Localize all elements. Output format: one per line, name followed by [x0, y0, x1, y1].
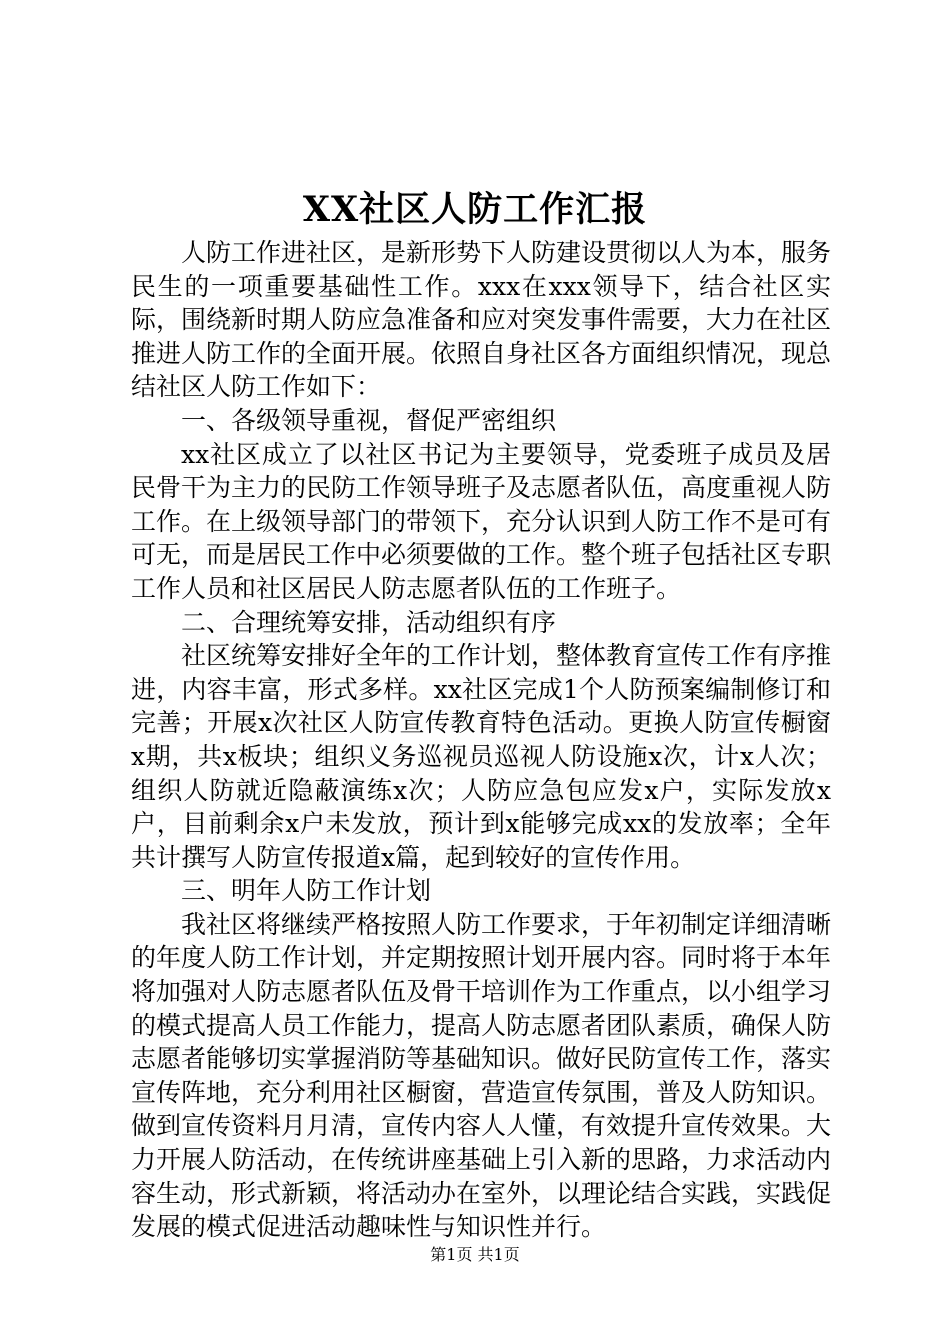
- document-body: [131, 236, 831, 1244]
- section-2-paragraph: 社区统筹安排好全年的工作计划，整体教育宣传工作有序推进，内容丰富，形式多样。xx社区完成1个人防预案编制修订和完善；开展x次社区人防宣传教育特色活动。更换人防宣传橱窗x期，共x板块；组织义务巡视员巡视人防设施x次，计x人次；组织人防就近隐蔽演练x次；人防应急包应发x户，实际发放x户，目前剩余x户未发放，预计到x能够完成xx的发放率；全年共计撰写人防宣传报道x篇，起到较好的宣传作用。: [131, 641, 832, 872]
- page-footer: 第1页 共1页: [430, 1245, 520, 1264]
- section-2-heading: 二、合理统筹安排，活动组织有序: [181, 607, 557, 637]
- document-title: XX社区人防工作汇报: [302, 189, 648, 230]
- section-1-heading: 一、各级领导重视，督促严密组织: [181, 405, 557, 435]
- section-3-heading: 三、明年人防工作计划: [181, 876, 432, 906]
- section-1-paragraph: xx社区成立了以社区书记为主要领导，党委班子成员及居民骨干为主力的民防工作领导班子及志愿者队伍，高度重视人防工作。在上级领导部门的带领下，充分认识到人防工作不是可有可无，而是居民工作中必须要做的工作。整个班子包括社区专职工作人员和社区居民人防志愿者队伍的工作班子。: [131, 439, 832, 603]
- section-3-paragraph: 我社区将继续严格按照人防工作要求，于年初制定详细清晰的年度人防工作计划，并定期按照计划开展内容。同时将于本年将加强对人防志愿者队伍及骨干培训作为工作重点，以小组学习的模式提高人员工作能力，提高人防志愿者团队素质，确保人防志愿者能够切实掌握消防等基础知识。做好民防宣传工作，落实宣传阵地，充分利用社区橱窗，营造宣传氛围，普及人防知识。做到宣传资料月月清，宣传内容人人懂，有效提升宣传效果。大力开展人防活动，在传统讲座基础上引入新的思路，力求活动内容生动，形式新颖，将活动办在室外，以理论结合实践，实践促发展的模式促进活动趣味性与知识性并行。: [131, 909, 832, 1242]
- intro-paragraph: 人防工作进社区，是新形势下人防建设贯彻以人为本，服务民生的一项重要基础性工作。xxx在xxx领导下，结合社区实际，围绕新时期人防应急准备和应对突发事件需要，大力在社区推进人防工作的全面开展。依照自身社区各方面组织情况，现总结社区人防工作如下：: [131, 238, 832, 402]
